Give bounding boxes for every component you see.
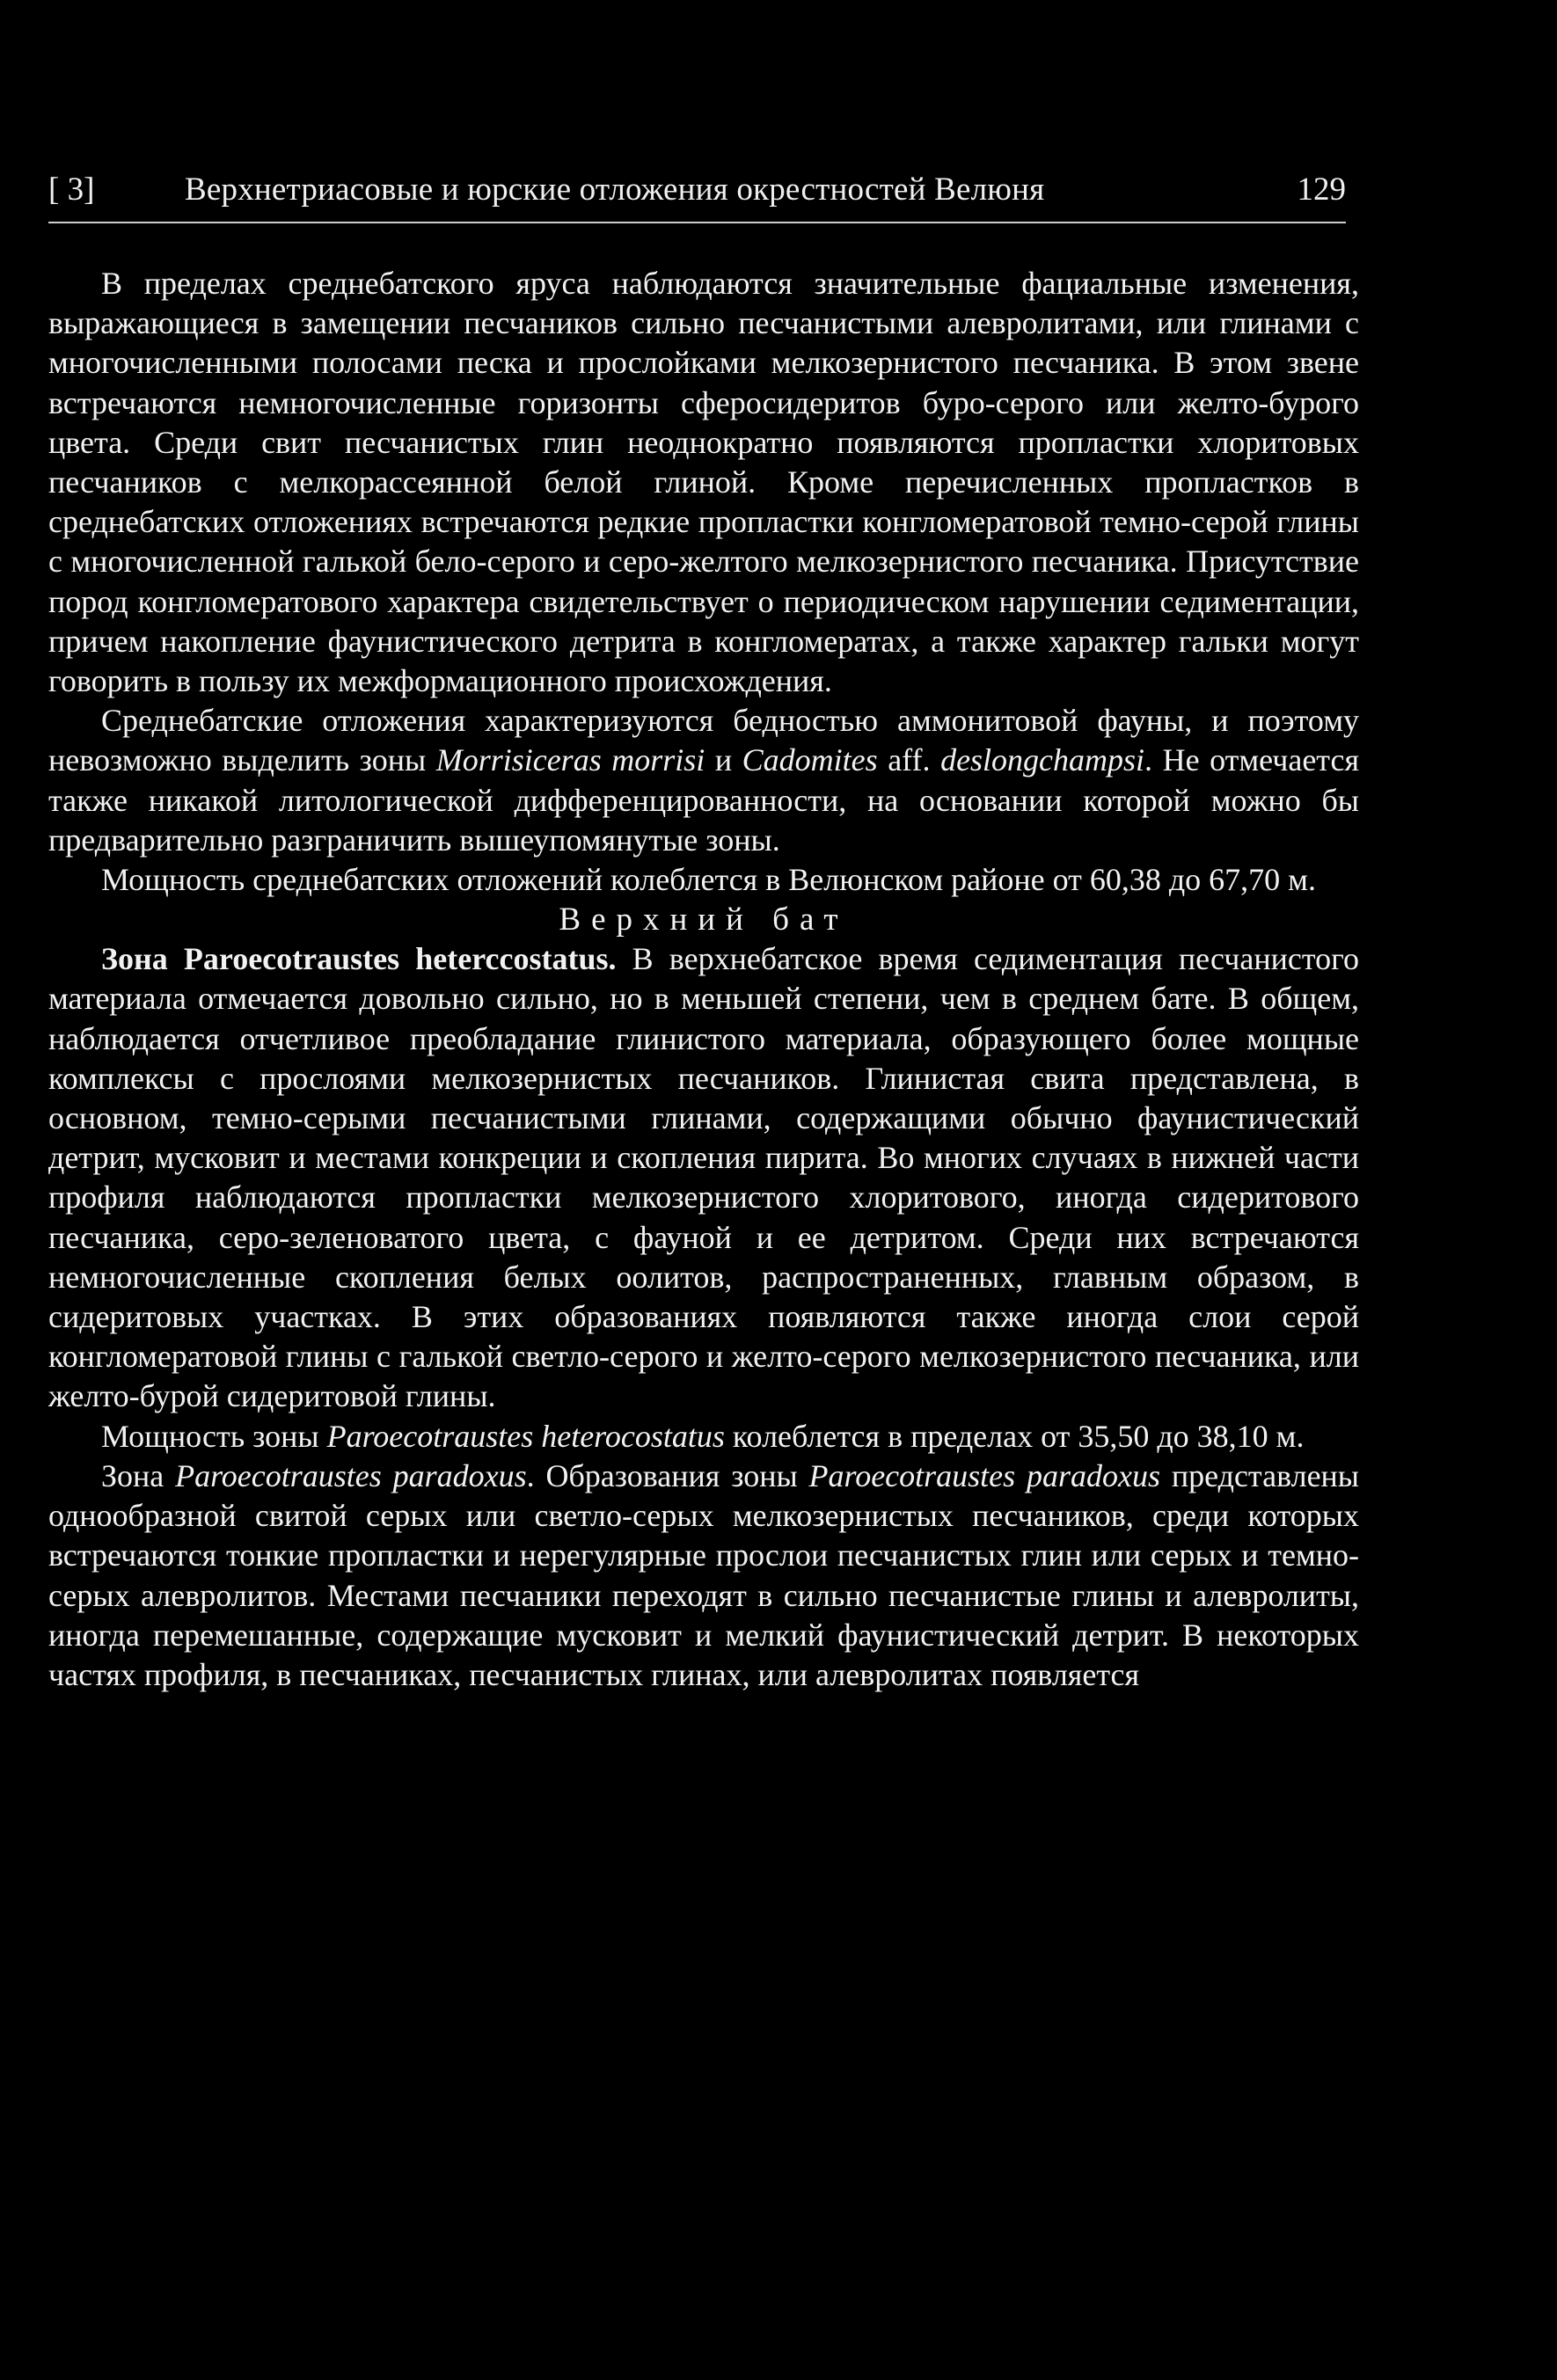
- running-header: [48, 165, 1346, 215]
- text-run: . Не отмечается также никакой литологической дифференцированности, на основании которой можно бы предварительно разграничить вышеупомянутые зоны.: [48, 742, 1360, 858]
- text-run: Среднебатские отложения характеризуются бедностью аммонитовой фауны, и поэтому невозможно выделить зоны: [48, 703, 1359, 778]
- page-number: 129: [1297, 172, 1346, 208]
- paragraph-zone-heterocostatus: [48, 939, 1359, 1416]
- paragraph-thickness-heterocostatus: [48, 1417, 1359, 1456]
- text-run: Мощность зоны: [101, 1418, 327, 1454]
- running-title: Верхнетриасовые и юрские отложения окрестностей Велюня: [185, 172, 1045, 208]
- paragraph-middle-bathonian-facies: В пределах среднебатского яруса наблюдаются значительные фациальные изменения, выражающиеся в замещении песчаников сильно песчанистыми алевролитами, или глинами с многочисленными полосами песка и прослойками мелкозернистого песчаника. В этом звене встречаются немногочисленные горизонты сферосидеритов буро-серого или желто-бурого цвета. Среди свит песчанистых глин неоднократно появляются пропластки хлоритовых песчаников с мелкорассеянной белой глиной. Кроме перечисленных пропластков в среднебатских отложениях встречаются редкие пропластки конгломератовой темно-серой глины с многочисленной галькой бело-серого и серо-желтого мелкозернистого песчаника. Присутствие пород конгломератового характера свидетельствует о периодическом нарушении седиментации, причем накопление фаунистического детрита в конгломератах, а также характер гальки могут говорить в пользу их межформационного происхождения.: [48, 266, 1359, 699]
- paragraph-thickness-middle: Мощность среднебатских отложений колеблется в Велюнском районе от 60,38 до 67,70 м.: [101, 862, 1316, 898]
- species-name: deslongchampsi: [940, 742, 1145, 778]
- text-run: . Образования зоны: [526, 1457, 809, 1493]
- paragraph-zone-paradoxus: [48, 1456, 1359, 1695]
- text-run: представлены однообразной свитой серых или светло-серых мелкозернистых песчаников, среди которых встречаются тонкие пропластки и нерегулярные прослои песчанистых глин или серых и темно-серых алевролитов. Местами песчаники переходят в сильно песчанистые глины и алевролиты, иногда перемешанные, содержащие мусковит и мелкий фаунистический детрит. В некоторых частях профиля, в песчаниках, песчанистых глинах, или алевролитах появляется: [48, 1457, 1359, 1692]
- zone-heading: Зона Paroecotraustes heterccostatus.: [101, 941, 617, 977]
- text-run: В верхнебатское время седиментация песчанистого материала отмечается довольно сильно, но в меньшей степени, чем в среднем бате. В общем, наблюдается отчетливое преобладание глинистого материала, образующего более мощные комплексы с прослоями мелкозернистых песчаников. Глинистая свита представлена, в основном, темно-серыми песчанистыми глинами, содержащими обычно фаунистический детрит, мусковит и местами конкреции и скопления пирита. Во многих случаях в нижней части профиля наблюдаются пропластки мелкозернистого хлоритового, иногда сидеритового песчаника, серо-зеленоватого цвета, с фауной и ее детритом. Среди них встречаются немногочисленные скопления белых оолитов, распространенных, главным образом, в сидеритовых участках. В этих образованиях появляются также иногда слои серой конгломератовой глины с галькой светло-серого и желто-серого мелкозернистого песчаника, или желто-бурой сидеритовой глины.: [48, 941, 1359, 1414]
- text-run: и: [705, 742, 742, 778]
- section-label: [ 3]: [48, 172, 95, 208]
- paragraph-ammonite-fauna: [48, 701, 1359, 860]
- species-name: Paroecotraustes paradoxus: [808, 1457, 1161, 1493]
- body-text: [48, 264, 1359, 1695]
- header-rule: [48, 222, 1346, 223]
- species-name: Cadomites: [742, 742, 878, 778]
- species-name: Paroecotraustes heterocostatus: [326, 1418, 725, 1454]
- section-heading: Верхний бат: [559, 902, 849, 938]
- text-run: колеблется в пределах от 35,50 до 38,10 м.: [724, 1418, 1305, 1454]
- text-run: aff.: [877, 742, 941, 778]
- species-name: Paroecotraustes paradoxus: [175, 1457, 527, 1493]
- text-run: Зона: [101, 1457, 176, 1493]
- species-name: Morrisiceras morrisi: [435, 742, 705, 778]
